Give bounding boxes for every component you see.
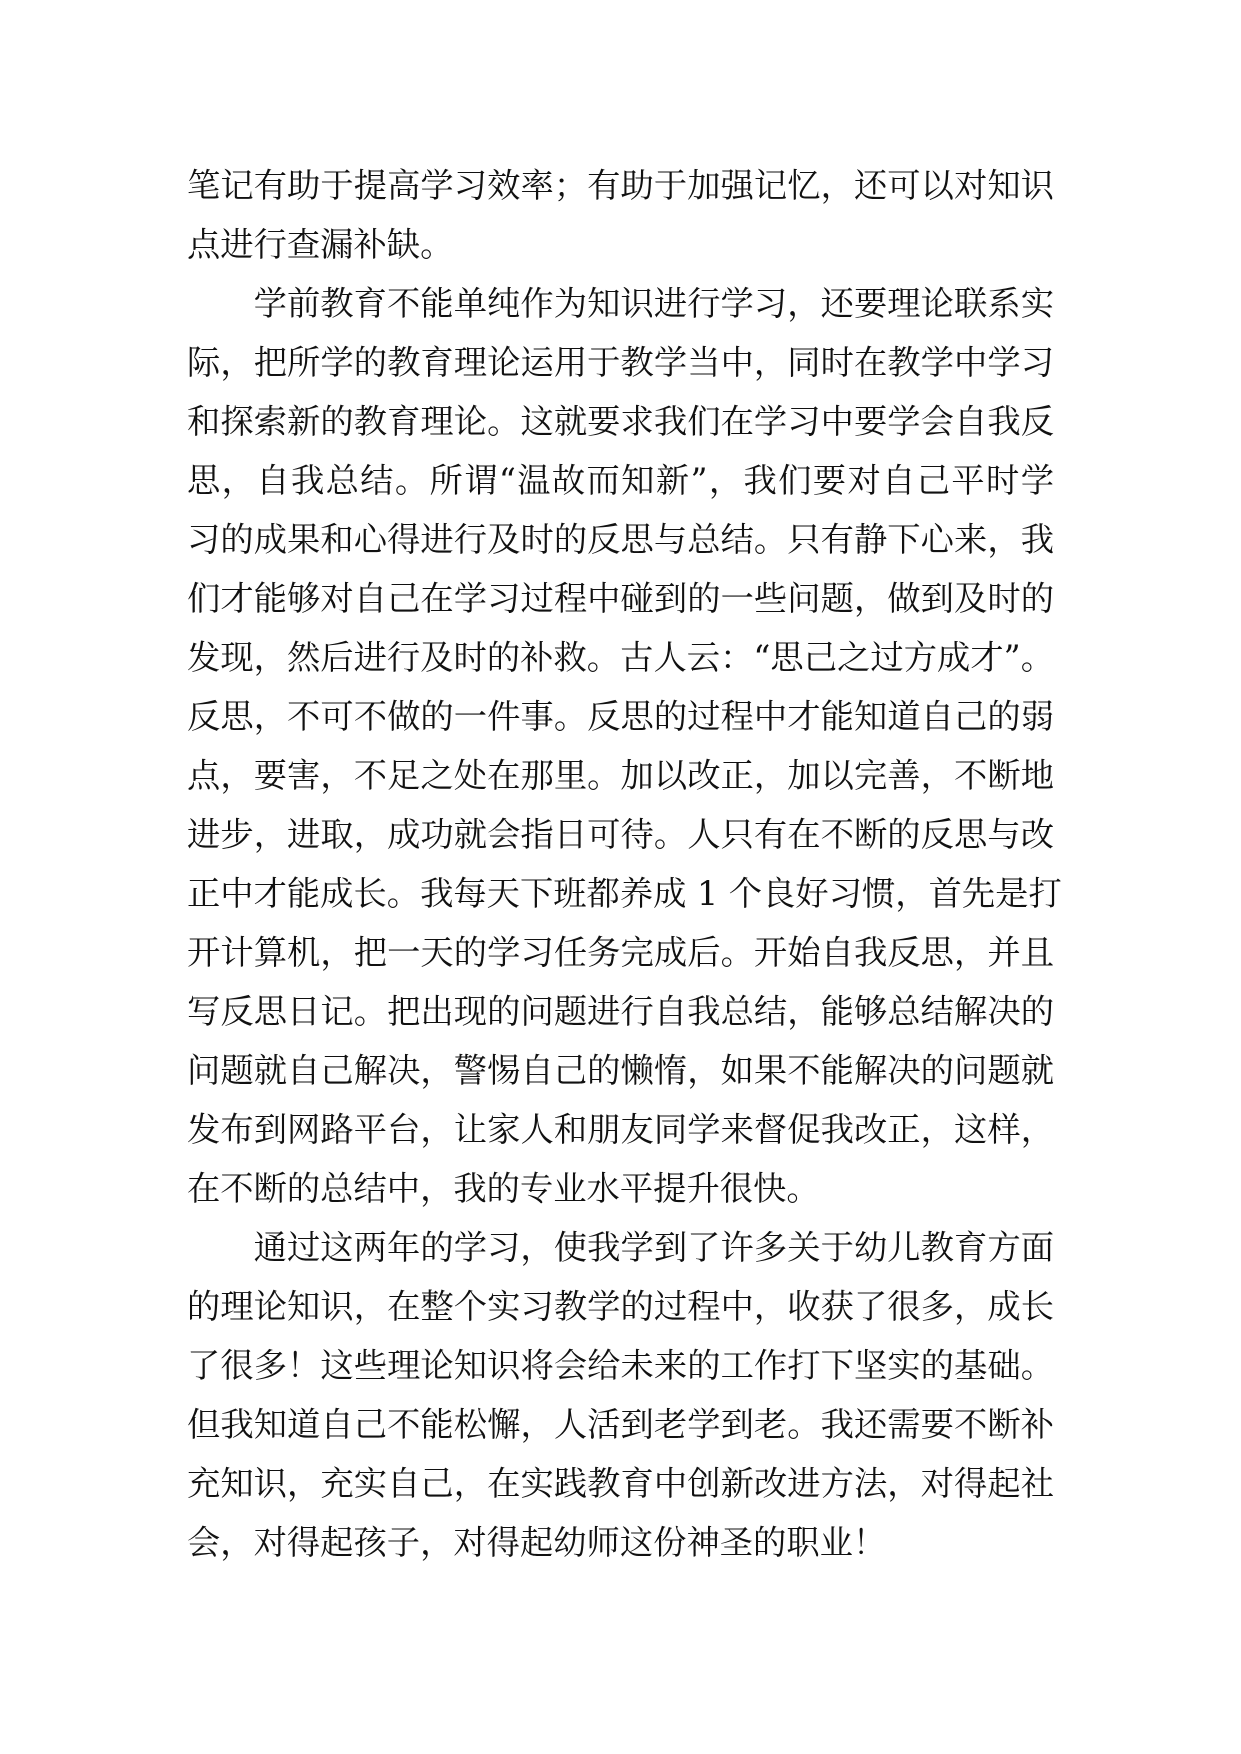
paragraph — [187, 1218, 1054, 1572]
text-line: 发布到网路平台，让家人和朋友同学来督促我改正，这样， — [187, 1110, 1054, 1149]
text-line: 学前教育不能单纯作为知识进行学习，还要理论联系实 — [253, 284, 1054, 323]
text-line: 但我知道自己不能松懈，人活到老学到老。我还需要不断补 — [187, 1405, 1054, 1444]
text-line: 笔记有助于提高学习效率；有助于加强记忆，还可以对知识 — [187, 166, 1054, 205]
document-body — [187, 156, 1062, 1572]
paragraph — [187, 156, 1054, 274]
text-line: 正中才能成长。我每天下班都养成 1 个良好习惯，首先是打 — [187, 874, 1062, 913]
text-line: 通过这两年的学习，使我学到了许多关于幼儿教育方面 — [253, 1228, 1054, 1267]
text-line: 充知识，充实自己，在实践教育中创新改进方法，对得起社 — [187, 1464, 1054, 1503]
text-line: 在不断的总结中，我的专业水平提升很快。 — [187, 1169, 820, 1208]
paragraph — [187, 274, 1062, 1218]
text-line: 的理论知识，在整个实习教学的过程中，收获了很多，成长 — [187, 1287, 1054, 1326]
text-line: 思，自我总结。所谓“温故而知新”，我们要对自己平时学 — [187, 461, 1054, 500]
text-line: 和探索新的教育理论。这就要求我们在学习中要学会自我反 — [187, 402, 1054, 441]
text-line: 发现，然后进行及时的补救。古人云：“思己之过方成才”。 — [187, 638, 1054, 677]
text-line: 了很多！这些理论知识将会给未来的工作打下坚实的基础。 — [187, 1346, 1054, 1385]
text-line: 点进行查漏补缺。 — [187, 225, 454, 264]
text-line: 问题就自己解决，警惕自己的懒惰，如果不能解决的问题就 — [187, 1051, 1054, 1090]
text-line: 进步，进取，成功就会指日可待。人只有在不断的反思与改 — [187, 815, 1054, 854]
text-line: 写反思日记。把出现的问题进行自我总结，能够总结解决的 — [187, 992, 1054, 1031]
text-line: 反思，不可不做的一件事。反思的过程中才能知道自己的弱 — [187, 697, 1054, 736]
text-line: 会，对得起孩子，对得起幼师这份神圣的职业！ — [187, 1523, 887, 1562]
text-line: 点，要害，不足之处在那里。加以改正，加以完善，不断地 — [187, 756, 1054, 795]
text-line: 习的成果和心得进行及时的反思与总结。只有静下心来，我 — [187, 520, 1054, 559]
text-line: 开计算机，把一天的学习任务完成后。开始自我反思，并且 — [187, 933, 1054, 972]
text-line: 际，把所学的教育理论运用于教学当中，同时在教学中学习 — [187, 343, 1054, 382]
text-line: 们才能够对自己在学习过程中碰到的一些问题，做到及时的 — [187, 579, 1054, 618]
